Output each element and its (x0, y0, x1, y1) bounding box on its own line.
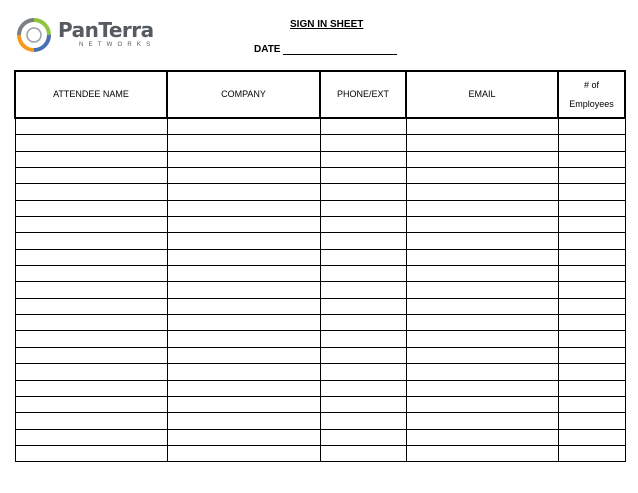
attendee-name-cell[interactable] (15, 135, 167, 151)
phone-ext-cell[interactable] (320, 315, 406, 331)
table-header-row (15, 71, 625, 118)
phone-ext-cell[interactable] (320, 364, 406, 380)
phone-ext-cell[interactable] (320, 413, 406, 429)
panterra-logo (16, 14, 156, 56)
phone-ext-cell[interactable] (320, 217, 406, 233)
employees-cell[interactable] (558, 331, 625, 347)
employees-cell[interactable] (558, 298, 625, 314)
employees-cell[interactable] (558, 396, 625, 412)
employees-cell[interactable] (558, 200, 625, 216)
employees-cell[interactable] (558, 217, 625, 233)
attendee-name-cell[interactable] (15, 217, 167, 233)
attendee-name-cell[interactable] (15, 233, 167, 249)
email-cell[interactable] (406, 282, 558, 298)
employees-cell[interactable] (558, 249, 625, 265)
phone-ext-cell[interactable] (320, 184, 406, 200)
phone-ext-cell[interactable] (320, 331, 406, 347)
table-row (15, 249, 625, 265)
employees-cell[interactable] (558, 233, 625, 249)
table-row (15, 347, 625, 363)
table-row (15, 217, 625, 233)
email-cell[interactable] (406, 445, 558, 461)
attendee-name-cell[interactable] (15, 445, 167, 461)
employees-cell[interactable] (558, 135, 625, 151)
phone-ext-cell[interactable] (320, 151, 406, 167)
phone-ext-cell[interactable] (320, 396, 406, 412)
company-cell[interactable] (167, 135, 320, 151)
panterra-logo-icon (16, 17, 52, 53)
attendee-name-cell[interactable] (15, 396, 167, 412)
email-cell[interactable] (406, 315, 558, 331)
email-cell[interactable] (406, 249, 558, 265)
employees-cell[interactable] (558, 347, 625, 363)
email-cell[interactable] (406, 135, 558, 151)
email-cell[interactable] (406, 364, 558, 380)
table-row (15, 331, 625, 347)
table-row (15, 298, 625, 314)
attendee-name-cell[interactable] (15, 315, 167, 331)
attendee-name-cell[interactable] (15, 298, 167, 314)
attendee-name-cell[interactable] (15, 200, 167, 216)
attendee-name-cell[interactable] (15, 282, 167, 298)
col-company: COMPANY (167, 71, 320, 118)
email-cell[interactable] (406, 184, 558, 200)
employees-cell[interactable] (558, 266, 625, 282)
company-cell[interactable] (167, 445, 320, 461)
table-row (15, 315, 625, 331)
table-row (15, 118, 625, 135)
phone-ext-cell[interactable] (320, 200, 406, 216)
date-label: DATE (254, 44, 281, 55)
col-num-employees-line1: # of (583, 79, 599, 90)
email-cell[interactable] (406, 233, 558, 249)
company-cell[interactable] (167, 429, 320, 445)
table-row (15, 233, 625, 249)
email-cell[interactable] (406, 380, 558, 396)
table-row (15, 151, 625, 167)
col-phone-ext: PHONE/EXT (320, 71, 406, 118)
employees-cell[interactable] (558, 429, 625, 445)
employees-cell[interactable] (558, 413, 625, 429)
email-cell[interactable] (406, 200, 558, 216)
employees-cell[interactable] (558, 184, 625, 200)
phone-ext-cell[interactable] (320, 168, 406, 184)
date-field[interactable] (283, 43, 397, 55)
attendee-name-cell[interactable] (15, 413, 167, 429)
table-row (15, 396, 625, 412)
email-cell[interactable] (406, 217, 558, 233)
table-row (15, 282, 625, 298)
company-cell[interactable] (167, 184, 320, 200)
email-cell[interactable] (406, 266, 558, 282)
col-email: EMAIL (406, 71, 558, 118)
phone-ext-cell[interactable] (320, 298, 406, 314)
employees-cell[interactable] (558, 282, 625, 298)
company-cell[interactable] (167, 347, 320, 363)
date-row (254, 43, 397, 55)
phone-ext-cell[interactable] (320, 233, 406, 249)
company-cell[interactable] (167, 266, 320, 282)
employees-cell[interactable] (558, 168, 625, 184)
phone-ext-cell[interactable] (320, 249, 406, 265)
sheet-title: SIGN IN SHEET (290, 19, 364, 30)
phone-ext-cell[interactable] (320, 445, 406, 461)
phone-ext-cell[interactable] (320, 118, 406, 135)
table-row (15, 200, 625, 216)
company-cell[interactable] (167, 298, 320, 314)
attendee-name-cell[interactable] (15, 364, 167, 380)
attendee-name-cell[interactable] (15, 347, 167, 363)
table-row (15, 413, 625, 429)
company-cell[interactable] (167, 396, 320, 412)
logo-wordmark: PanTerra (58, 18, 154, 42)
email-cell[interactable] (406, 413, 558, 429)
company-cell[interactable] (167, 364, 320, 380)
company-cell[interactable] (167, 331, 320, 347)
company-cell[interactable] (167, 315, 320, 331)
company-cell[interactable] (167, 233, 320, 249)
attendee-name-cell[interactable] (15, 249, 167, 265)
company-cell[interactable] (167, 168, 320, 184)
table-row (15, 380, 625, 396)
email-cell[interactable] (406, 429, 558, 445)
attendee-name-cell[interactable] (15, 429, 167, 445)
table-row (15, 184, 625, 200)
email-cell[interactable] (406, 396, 558, 412)
phone-ext-cell[interactable] (320, 347, 406, 363)
company-cell[interactable] (167, 200, 320, 216)
col-num-employees-line2: Employees (569, 98, 614, 109)
attendee-name-cell[interactable] (15, 118, 167, 135)
phone-ext-cell[interactable] (320, 135, 406, 151)
employees-cell[interactable] (558, 445, 625, 461)
table-row (15, 429, 625, 445)
table-row (15, 168, 625, 184)
employees-cell[interactable] (558, 364, 625, 380)
company-cell[interactable] (167, 413, 320, 429)
attendee-name-cell[interactable] (15, 151, 167, 167)
company-cell[interactable] (167, 217, 320, 233)
employees-cell[interactable] (558, 380, 625, 396)
email-cell[interactable] (406, 298, 558, 314)
attendee-name-cell[interactable] (15, 266, 167, 282)
employees-cell[interactable] (558, 151, 625, 167)
attendee-name-cell[interactable] (15, 380, 167, 396)
attendee-name-cell[interactable] (15, 168, 167, 184)
employees-cell[interactable] (558, 118, 625, 135)
table-row (15, 364, 625, 380)
company-cell[interactable] (167, 118, 320, 135)
company-cell[interactable] (167, 282, 320, 298)
table-row (15, 266, 625, 282)
company-cell[interactable] (167, 380, 320, 396)
table-row (15, 135, 625, 151)
sign-in-table (14, 70, 626, 462)
phone-ext-cell[interactable] (320, 429, 406, 445)
email-cell[interactable] (406, 347, 558, 363)
phone-ext-cell[interactable] (320, 380, 406, 396)
email-cell[interactable] (406, 151, 558, 167)
logo-tagline: NETWORKS (79, 42, 156, 48)
email-cell[interactable] (406, 331, 558, 347)
company-cell[interactable] (167, 249, 320, 265)
table-body (15, 118, 625, 462)
attendee-name-cell[interactable] (15, 184, 167, 200)
col-attendee-name: ATTENDEE NAME (15, 71, 167, 118)
col-num-employees (558, 71, 625, 118)
table-row (15, 445, 625, 461)
email-cell[interactable] (406, 168, 558, 184)
phone-ext-cell[interactable] (320, 282, 406, 298)
phone-ext-cell[interactable] (320, 266, 406, 282)
email-cell[interactable] (406, 118, 558, 135)
company-cell[interactable] (167, 151, 320, 167)
attendee-name-cell[interactable] (15, 331, 167, 347)
employees-cell[interactable] (558, 315, 625, 331)
